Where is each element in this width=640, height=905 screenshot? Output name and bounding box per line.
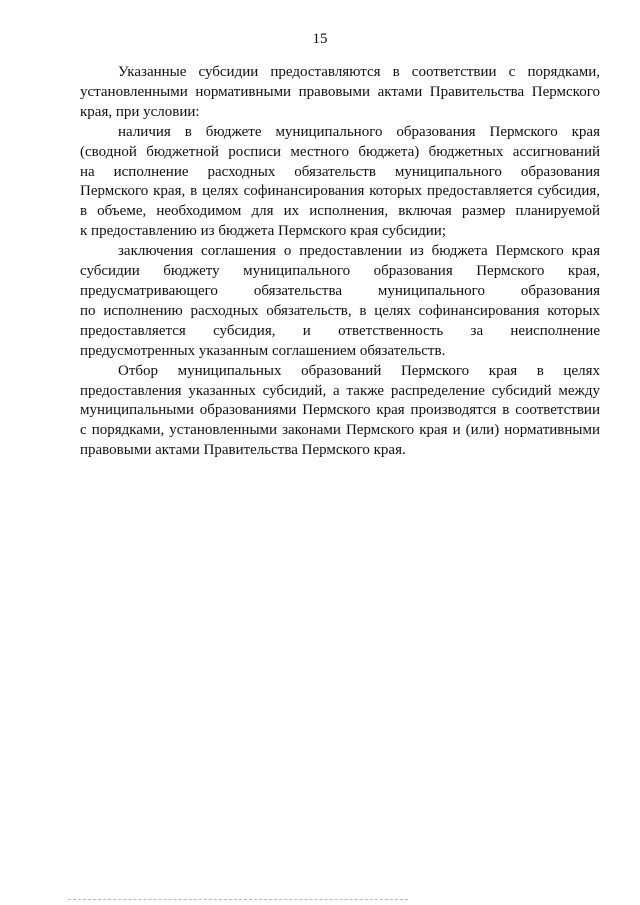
text-line: предусмотренных указанным соглашением обязательств. (80, 342, 446, 359)
paragraph-selection-distribution (80, 362, 600, 462)
text-line: правовыми актами Правительства Пермского края. (80, 442, 406, 459)
text-line: заключения соглашения о предоставлении из бюджета Пермского края (118, 243, 600, 260)
text-line: установленными нормативными правовыми актами Правительства Пермского (80, 83, 600, 100)
paragraph-condition-agreement (80, 242, 600, 361)
text-line: муниципальными образованиями Пермского края производятся в соответствии (80, 402, 600, 419)
text-line: по исполнению расходных обязательств, в целях софинансирования которых (80, 302, 600, 319)
text-line: с порядками, установленными законами Пермского края и (или) нормативными (80, 422, 600, 439)
text-line: края, при условии: (80, 103, 200, 120)
paragraph-condition-budget (80, 123, 600, 242)
text-line: предоставления указанных субсидий, а также распределение субсидий между (80, 382, 600, 399)
text-line: предусматривающего обязательства муниципального образования (80, 282, 600, 299)
page-number: 15 (312, 31, 328, 47)
text-line: субсидии бюджету муниципального образования Пермского края, (80, 263, 600, 280)
text-line: Отбор муниципальных образований Пермского края в целях (118, 362, 600, 379)
text-line: на исполнение расходных обязательств муниципального образования (80, 163, 600, 180)
text-line: предоставляется субсидия, и ответственность за неисполнение (80, 322, 600, 339)
text-line: к предоставлению из бюджета Пермского края субсидии; (80, 223, 446, 240)
text-line: Указанные субсидии предоставляются в соответствии с порядками, (118, 64, 600, 80)
text-line: наличия в бюджете муниципального образования Пермского края (118, 123, 600, 140)
text-line: (сводной бюджетной росписи местного бюджета) бюджетных ассигнований (80, 143, 600, 160)
paragraph-subsidies-intro (80, 63, 600, 123)
text-line: в объеме, необходимом для их исполнения, включая размер планируемой (80, 203, 600, 220)
scan-footer-mark (68, 899, 408, 900)
text-line: Пермского края, в целях софинансирования которых предоставляется субсидия, (80, 183, 600, 200)
document-body (80, 63, 600, 461)
